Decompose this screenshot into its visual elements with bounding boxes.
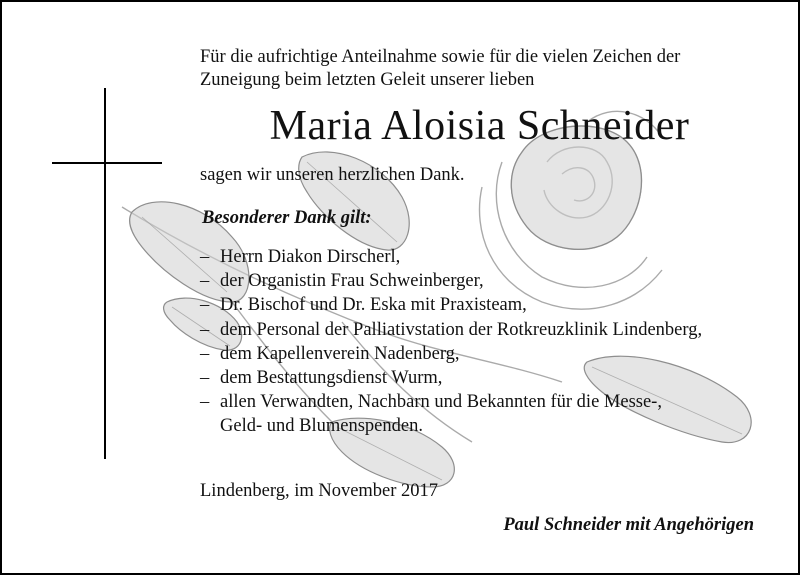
list-item: – Dr. Bischof und Dr. Eska mit Praxisteam, [200, 293, 757, 317]
intro-line-2: Zuneigung beim letzten Geleit unserer lieben [200, 70, 535, 90]
intro-text [200, 46, 757, 92]
dash-bullet: – [200, 247, 210, 267]
special-thanks-heading: Besonderer Dank gilt: [202, 208, 372, 228]
dash-bullet: – [200, 343, 210, 364]
intro-line-1: Für die aufrichtige Anteilnahme sowie für die vielen Zeichen der [200, 47, 681, 67]
thanks-line: sagen wir unseren herzlichen Dank. [200, 165, 465, 185]
list-item: – Herrn Diakon Dirscherl, [200, 245, 757, 269]
list-item: – allen Verwandten, Nachbarn und Bekannten für die Messe-, Geld- und Blumenspenden. [200, 392, 662, 437]
list-item: – dem Kapellenverein Nadenberg, [200, 342, 757, 366]
deceased-name: Maria Aloisia Schneider [269, 103, 690, 149]
cross-icon [104, 88, 106, 459]
list-item: – der Organistin Frau Schweinberger, [200, 269, 757, 293]
signature: Paul Schneider mit Angehörigen [503, 515, 754, 535]
dash-bullet: – [200, 368, 210, 389]
place-date: Lindenberg, im November 2017 [200, 481, 439, 501]
list-item: – dem Bestattungsdienst Wurm, [200, 366, 757, 390]
cross-icon-bar [52, 162, 162, 164]
list-item: – dem Personal der Palliativstation der Rotkreuzklinik Lindenberg, [200, 318, 757, 342]
dash-bullet: – [200, 271, 210, 292]
dash-bullet: – [200, 295, 210, 316]
thanks-list [200, 245, 757, 439]
dash-bullet: – [200, 392, 210, 413]
dash-bullet: – [200, 319, 210, 340]
